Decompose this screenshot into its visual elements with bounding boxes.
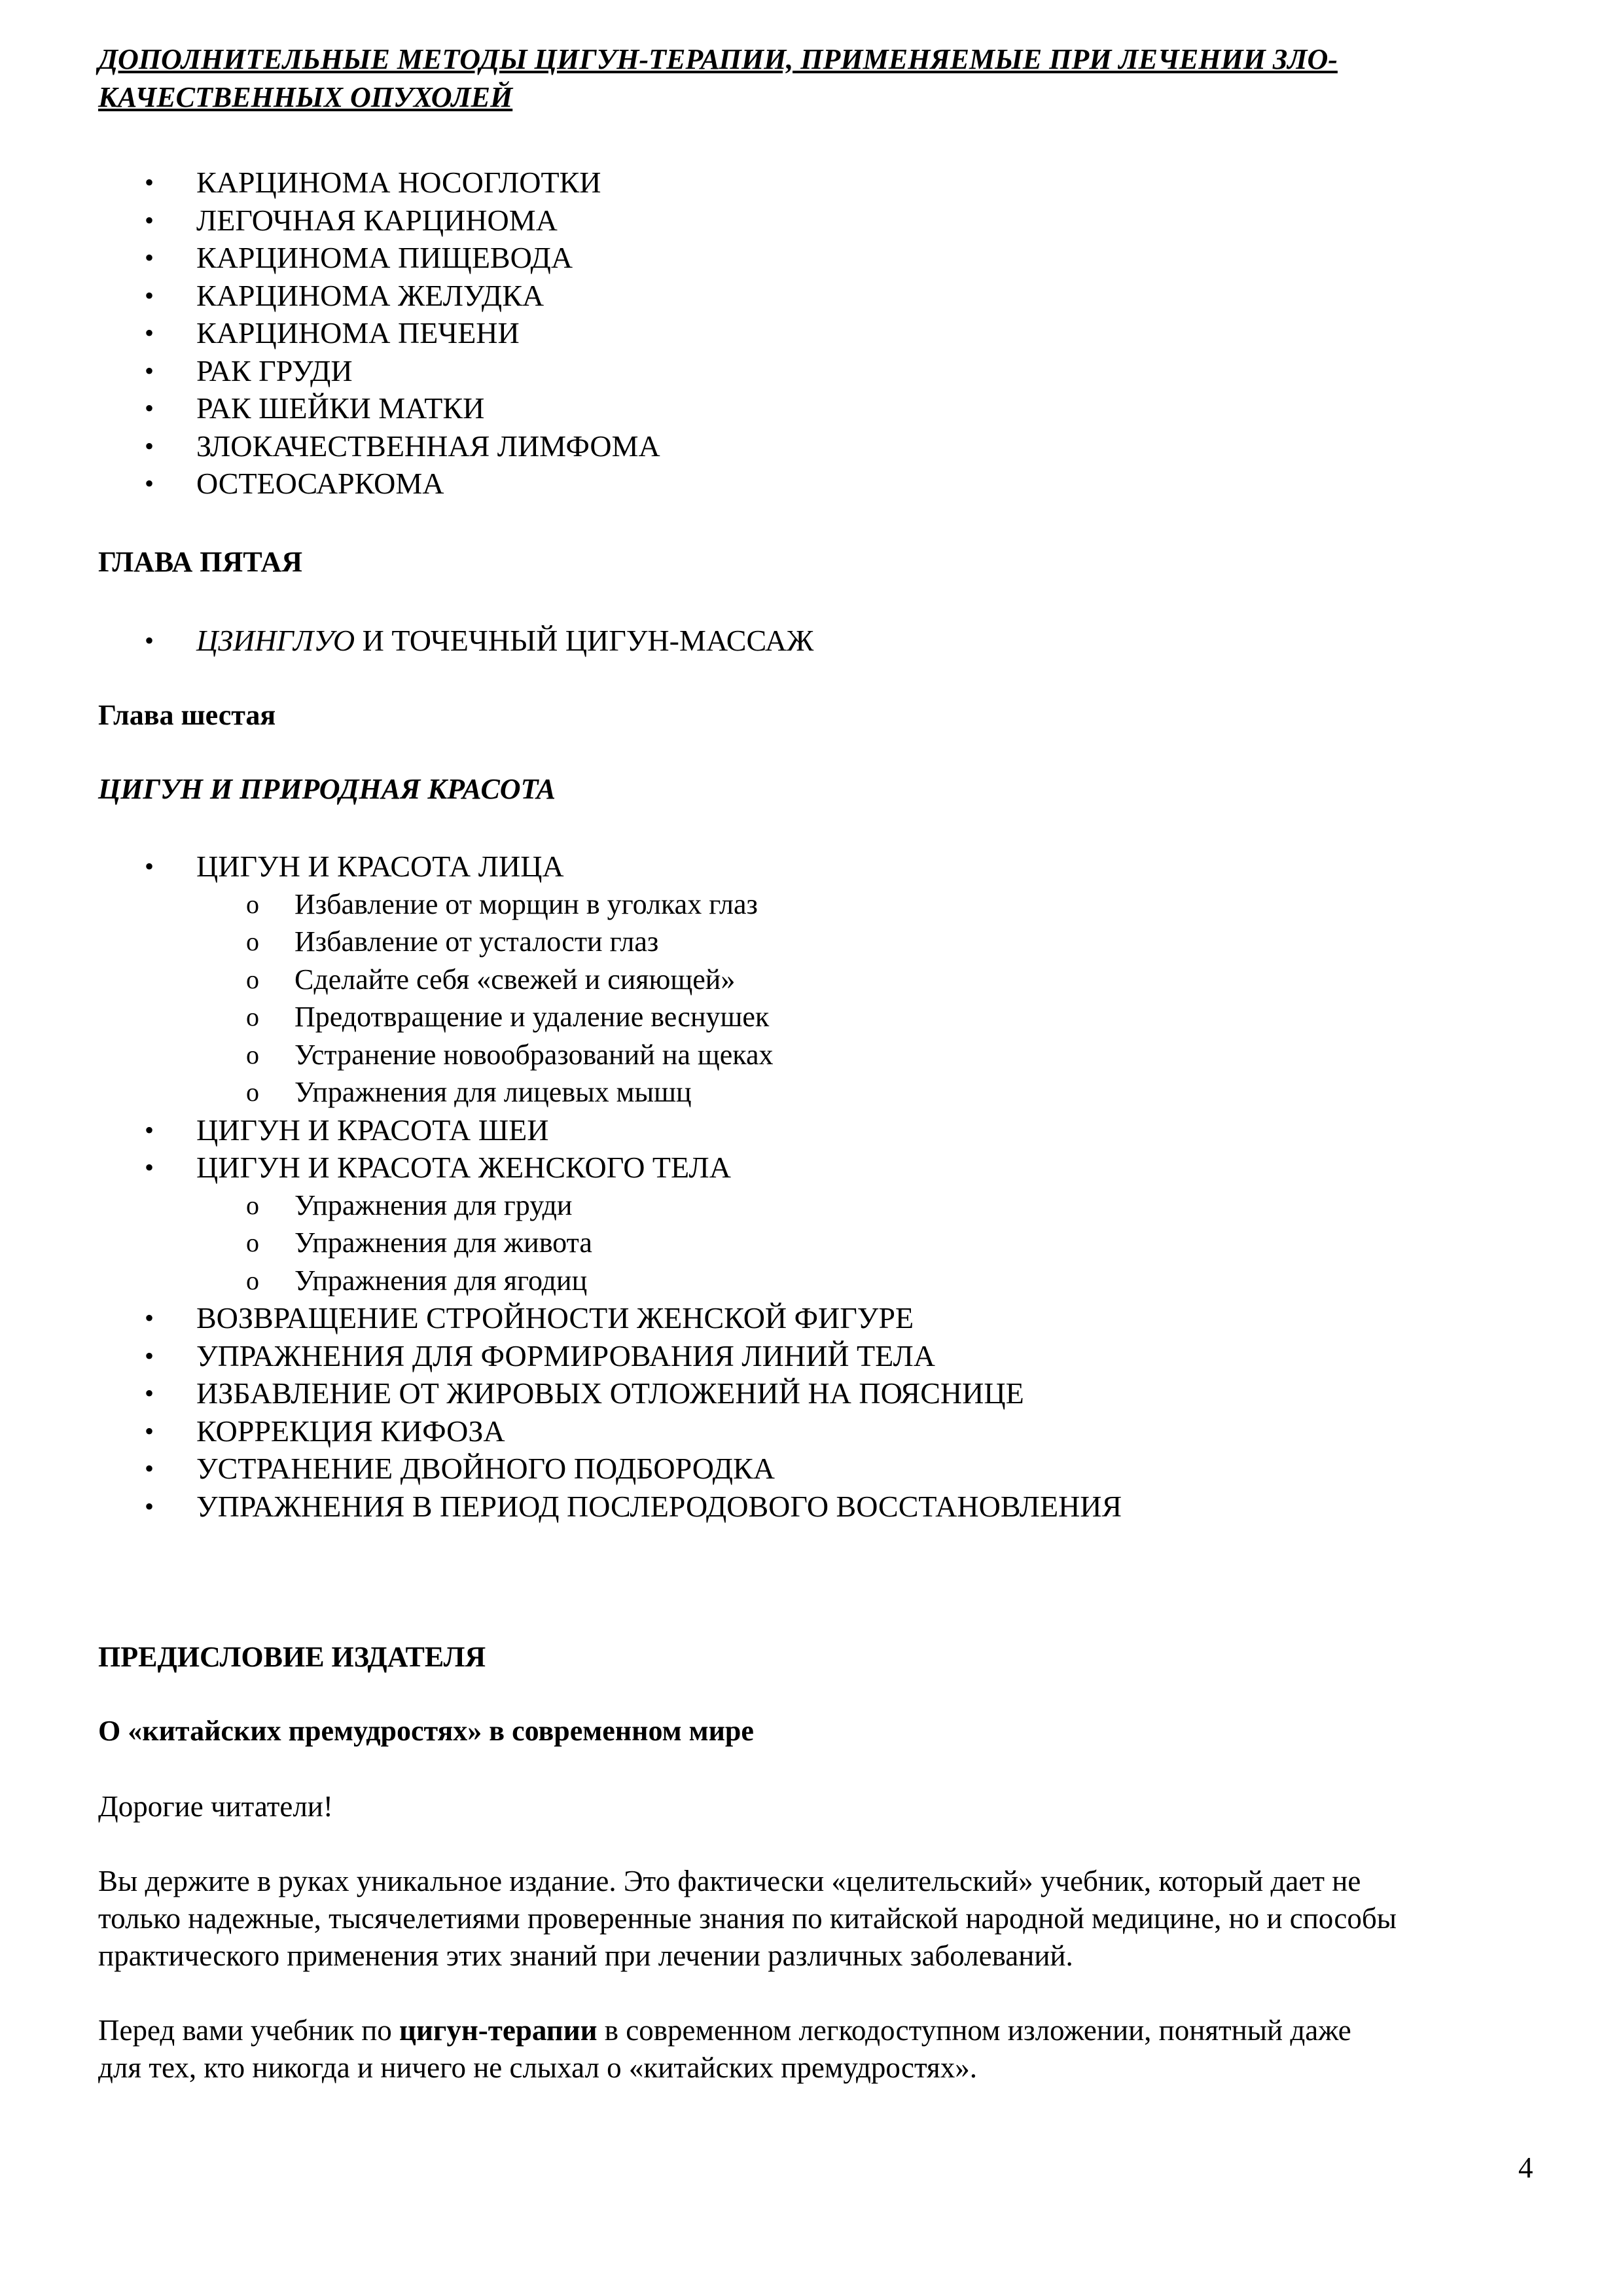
sublist-item: o Упражнения для ягодиц [98,1262,1558,1300]
list-item: • ИЗБАВЛЕНИЕ ОТ ЖИРОВЫХ ОТЛОЖЕНИЙ НА ПОЯСНИЦЕ [98,1374,1558,1412]
circle-bullet-icon: o [246,927,259,956]
bullet-icon: • [145,1416,154,1446]
bullet-icon: • [145,1491,154,1521]
bullet-icon: • [145,243,154,272]
section-title [98,41,1558,117]
bullet-icon: • [145,1153,154,1182]
list-item: • ЦИГУН И КРАСОТА ШЕИ [98,1111,1558,1149]
bullet-icon: • [145,168,154,197]
circle-bullet-icon: o [246,889,259,919]
circle-bullet-icon: o [246,1228,259,1257]
circle-bullet-icon: o [246,1265,259,1295]
chapter-six-subtitle: ЦИГУН И ПРИРОДНАЯ КРАСОТА [98,773,556,805]
chapter-six-list-end [98,1299,1558,1525]
tumor-list [98,164,1558,503]
list-item: • ЛЕГОЧНАЯ КАРЦИНОМА [98,202,1558,240]
list-item: • КАРЦИНОМА ЖЕЛУДКА [98,277,1558,315]
preface-title: ПРЕДИСЛОВИЕ ИЗДАТЕЛЯ [98,1641,486,1673]
sublist-item: o Избавление от усталости глаз [98,923,1558,961]
list-item: • ЦИГУН И КРАСОТА ЛИЦА [98,848,1558,886]
list-item: • УПРАЖНЕНИЯ ДЛЯ ФОРМИРОВАНИЯ ЛИНИЙ ТЕЛА [98,1337,1558,1375]
chapter-six-list-cont [98,1111,1558,1187]
bullet-icon: • [145,280,154,310]
term-italic: ЦЗИНГЛУО [196,623,355,657]
list-item: • КОРРЕКЦИЯ КИФОЗА [98,1412,1558,1450]
sublist-item: o Предотвращение и удаление веснушек [98,998,1558,1036]
bullet-icon: • [145,852,154,881]
greeting: Дорогие читатели! [98,1790,333,1823]
chapter-six-title: Глава шестая [98,699,276,731]
face-sublist [98,886,1558,1111]
document-page [98,41,1558,2087]
bullet-icon: • [145,625,154,655]
list-item: • ЦИГУН И КРАСОТА ЖЕНСКОГО ТЕЛА [98,1149,1558,1187]
bullet-icon: • [145,355,154,386]
bullet-icon: • [145,205,154,235]
bullet-icon: • [145,431,154,461]
sublist-item: o Избавление от морщин в уголках глаз [98,886,1558,924]
bullet-icon: • [145,1303,154,1333]
circle-bullet-icon: o [246,1039,259,1069]
list-item: • КАРЦИНОМА НОСОГЛОТКИ [98,164,1558,202]
circle-bullet-icon: o [246,964,259,994]
chapter-five-list [98,622,1558,660]
list-item: • ЦЗИНГЛУО И ТОЧЕЧНЫЙ ЦИГУН-МАССАЖ [98,622,1558,660]
list-item: • КАРЦИНОМА ПИЩЕВОДА [98,239,1558,277]
sublist-item: o Упражнения для лицевых мышц [98,1073,1558,1111]
chapter-six-list [98,848,1558,886]
sublist-item: o Упражнения для груди [98,1187,1558,1225]
list-item: • РАК ГРУДИ [98,352,1558,390]
list-item: • КАРЦИНОМА ПЕЧЕНИ [98,314,1558,352]
bullet-icon: • [145,1378,154,1408]
paragraph-1: Вы держите в руках уникальное издание. Это фактически «целительский» учебник, который дает не только надежные, тысячелетиями проверенные знания по китайской народной медицине, но и способы практического применения этих знаний при лечении различных заболеваний. [98,1865,1397,1972]
sublist-item: o Сделайте себя «свежей и сияющей» [98,961,1558,999]
circle-bullet-icon: o [246,1002,259,1031]
bullet-icon: • [145,1115,154,1145]
list-item: • ВОЗВРАЩЕНИЕ СТРОЙНОСТИ ЖЕНСКОЙ ФИГУРЕ [98,1299,1558,1337]
sublist-item: o Устранение новообразований на щеках [98,1036,1558,1074]
bullet-icon: • [145,393,154,423]
page-number: 4 [1518,2151,1533,2184]
body-sublist [98,1187,1558,1300]
list-item: • УПРАЖНЕНИЯ В ПЕРИОД ПОСЛЕРОДОВОГО ВОССТАНОВЛЕНИЯ [98,1488,1558,1526]
bullet-icon: • [145,1454,154,1483]
paragraph-2: Перед вами учебник по цигун-терапии в современном легкодоступном изложении, понятный даже для тех, кто никогда и ничего не слыхал о «китайских премудростях». [98,2014,1351,2084]
bullet-icon: • [145,469,154,498]
list-item: • РАК ШЕЙКИ МАТКИ [98,389,1558,427]
circle-bullet-icon: o [246,1077,259,1107]
section-title-line-1: ДОПОЛНИТЕЛЬНЫЕ МЕТОДЫ ЦИГУН-ТЕРАПИИ, ПРИМЕНЯЕМЫЕ ПРИ ЛЕЧЕНИИ ЗЛО- [98,43,1338,75]
preface-subtitle: О «китайских премудростях» в современном мире [98,1715,754,1747]
list-item: • ЗЛОКАЧЕСТВЕННАЯ ЛИМФОМА [98,427,1558,465]
bold-term: цигун-терапии [399,2014,597,2047]
section-title-line-2: КАЧЕСТВЕННЫХ ОПУХОЛЕЙ [98,81,513,113]
chapter-five-title: ГЛАВА ПЯТАЯ [98,545,302,578]
bullet-icon: • [145,318,154,348]
bullet-icon: • [145,1340,154,1371]
list-item: • ОСТЕОСАРКОМА [98,465,1558,503]
sublist-item: o Упражнения для живота [98,1224,1558,1262]
list-item: • УСТРАНЕНИЕ ДВОЙНОГО ПОДБОРОДКА [98,1450,1558,1488]
circle-bullet-icon: o [246,1190,259,1220]
